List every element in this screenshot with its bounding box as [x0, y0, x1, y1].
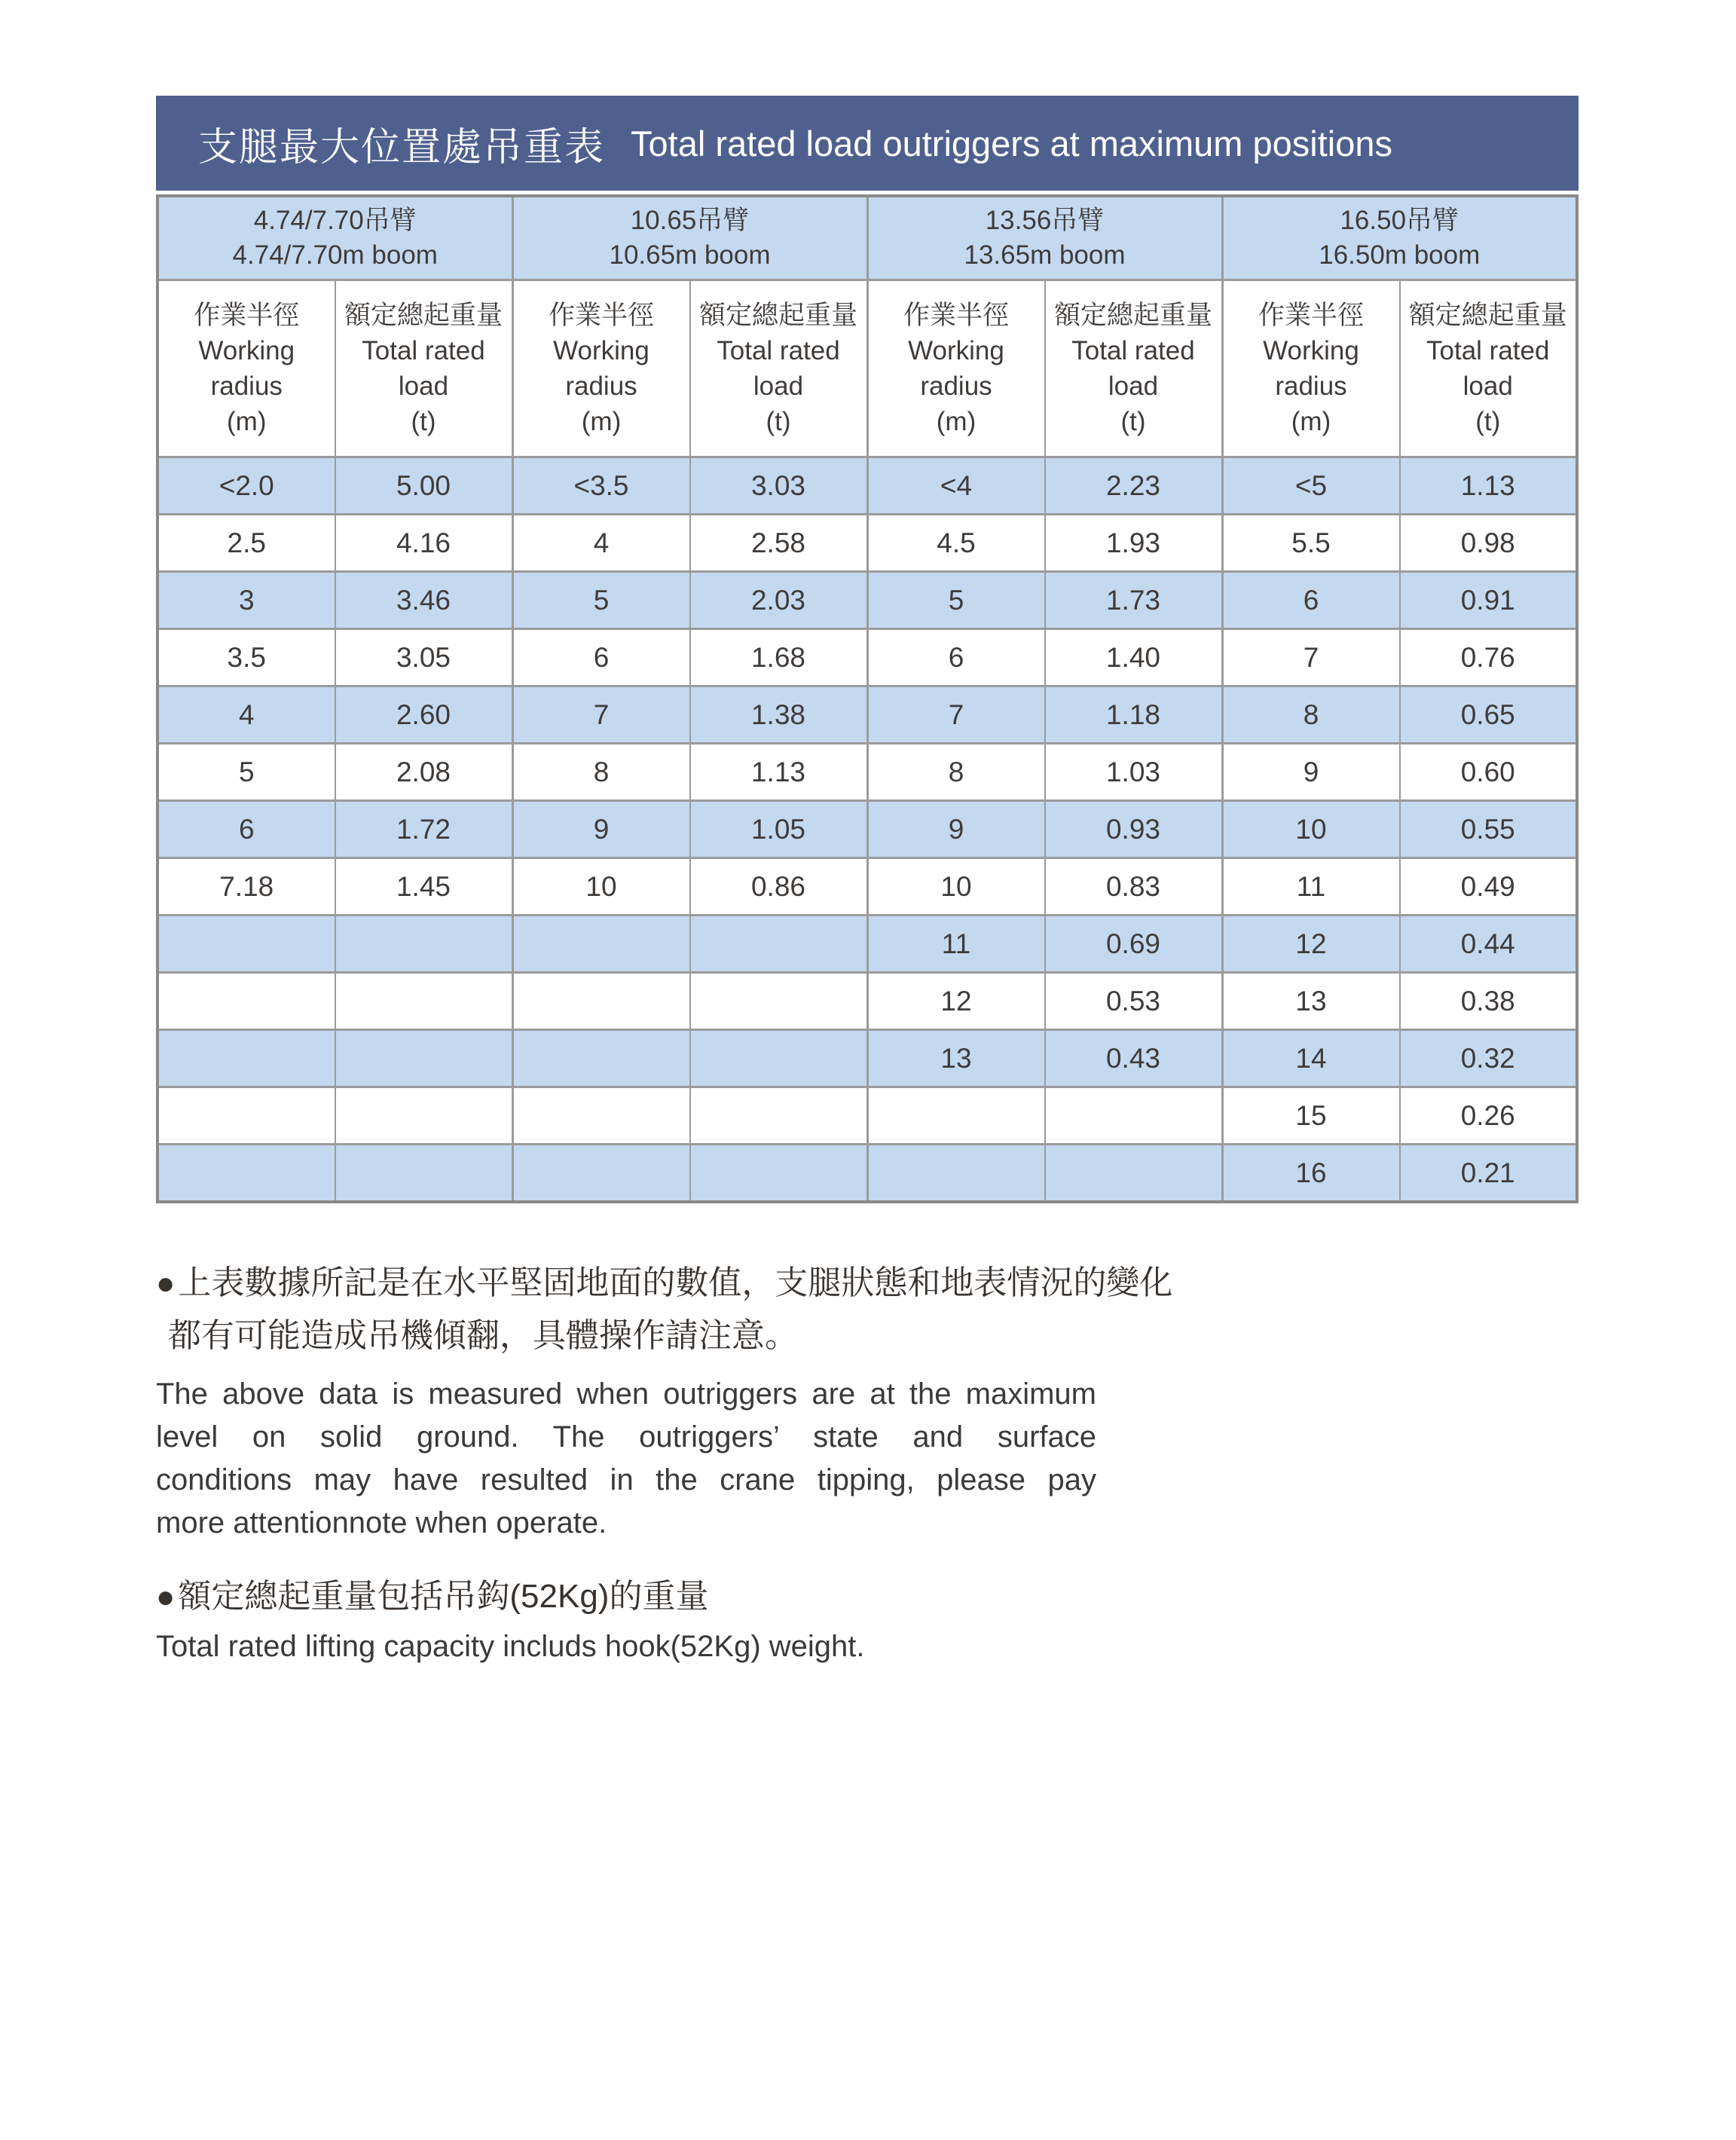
cell-working-radius: 9 — [512, 801, 690, 858]
cell-working-radius — [512, 1030, 690, 1087]
rated-load-table — [156, 194, 1579, 1203]
table-head — [157, 196, 1577, 457]
column-header-line: (m) — [936, 407, 976, 436]
cell-working-radius — [157, 1087, 335, 1145]
table-body — [157, 457, 1577, 1203]
note1-en-line: level on solid ground. The outriggers’ state and surface — [156, 1420, 1096, 1454]
column-header-line: (m) — [581, 407, 622, 436]
cell-rated-load: 0.83 — [1045, 858, 1223, 916]
cell-rated-load: 3.03 — [690, 457, 868, 515]
rated-load-table-block — [156, 96, 1579, 1203]
cell-working-radius: 6 — [512, 629, 690, 686]
bullet-icon: ● — [156, 1265, 176, 1301]
cell-working-radius: 8 — [1222, 686, 1400, 744]
column-header-line: 額定總起重量 — [698, 301, 857, 330]
column-header-rated-load — [1045, 280, 1223, 457]
cell-rated-load: 2.58 — [690, 515, 868, 572]
column-header-line: 額定總起重量 — [1408, 301, 1567, 330]
column-header-line: load — [1462, 371, 1513, 401]
cell-rated-load: 0.76 — [1400, 629, 1578, 686]
cell-working-radius: 5.5 — [1222, 515, 1400, 572]
column-header-line: (t) — [411, 407, 436, 436]
column-header-line: 作業半徑 — [903, 301, 1009, 330]
cell-rated-load: 2.03 — [690, 572, 868, 629]
column-header-line: radius — [920, 371, 992, 401]
cell-working-radius: 9 — [1222, 744, 1400, 801]
cell-working-radius: 7 — [512, 686, 690, 744]
cell-rated-load — [690, 973, 868, 1030]
column-header-line: radius — [210, 371, 283, 401]
cell-rated-load: 0.65 — [1400, 686, 1578, 744]
table-row — [157, 858, 1577, 916]
column-header-rated-load — [1400, 280, 1578, 457]
column-header-line: 額定總起重量 — [344, 301, 503, 330]
boom-group-label-en: 10.65m boom — [609, 240, 771, 270]
column-header-working-radius — [157, 280, 335, 457]
cell-working-radius: 10 — [1222, 801, 1400, 858]
cell-rated-load: 1.40 — [1045, 629, 1223, 686]
cell-working-radius: 10 — [867, 858, 1045, 916]
cell-rated-load: 5.00 — [335, 457, 513, 515]
table-row — [157, 457, 1577, 515]
cell-rated-load: 0.44 — [1400, 916, 1578, 973]
cell-rated-load: 1.68 — [690, 629, 868, 686]
cell-working-radius: 5 — [867, 572, 1045, 629]
column-header-line: 作業半徑 — [1258, 301, 1364, 330]
cell-working-radius: 14 — [1222, 1030, 1400, 1087]
cell-working-radius: 4.5 — [867, 515, 1045, 572]
cell-working-radius: <2.0 — [157, 457, 335, 515]
boom-group-label-zh: 16.50吊臂 — [1340, 206, 1459, 235]
cell-rated-load: 0.55 — [1400, 801, 1578, 858]
note1-en-paragraph — [156, 1373, 1096, 1545]
table-row — [157, 1087, 1577, 1145]
cell-rated-load — [335, 1087, 513, 1145]
boom-group-label-zh: 4.74/7.70吊臂 — [253, 206, 417, 235]
cell-working-radius — [512, 1087, 690, 1145]
column-header-line: Total rated — [1071, 336, 1195, 365]
cell-rated-load: 0.32 — [1400, 1030, 1578, 1087]
cell-working-radius: 15 — [1222, 1087, 1400, 1145]
cell-rated-load — [690, 1145, 868, 1203]
note1-en-line: conditions may have resulted in the crane tipping, please pay — [156, 1463, 1096, 1496]
note2-zh — [156, 1570, 1096, 1623]
column-header-line: radius — [1275, 371, 1347, 401]
cell-working-radius — [512, 973, 690, 1030]
column-header-line: (t) — [766, 407, 791, 436]
cell-working-radius: <5 — [1222, 457, 1400, 515]
boom-group-label-en: 4.74/7.70m boom — [232, 240, 438, 270]
cell-working-radius: 7 — [1222, 629, 1400, 686]
table-row — [157, 744, 1577, 801]
cell-working-radius: 7.18 — [157, 858, 335, 916]
cell-rated-load: 1.18 — [1045, 686, 1223, 744]
table-row — [157, 1030, 1577, 1087]
cell-rated-load: 0.69 — [1045, 916, 1223, 973]
column-header-line: 作業半徑 — [548, 301, 654, 330]
column-header-line: Total rated — [717, 336, 840, 365]
cell-rated-load: 1.13 — [690, 744, 868, 801]
cell-working-radius: 6 — [1222, 572, 1400, 629]
note2-en: Total rated lifting capacity includs hook(52Kg) weight. — [156, 1630, 865, 1663]
cell-working-radius: 8 — [512, 744, 690, 801]
column-header-line: load — [398, 371, 449, 401]
cell-rated-load — [690, 1030, 868, 1087]
cell-working-radius: <3.5 — [512, 457, 690, 515]
boom-group-label-en: 16.50m boom — [1319, 240, 1481, 270]
cell-working-radius: 13 — [1222, 973, 1400, 1030]
cell-working-radius — [157, 973, 335, 1030]
note2-zh-text: 額定總起重量包括吊鈎(52Kg)的重量 — [178, 1578, 709, 1615]
column-header-line: load — [1108, 371, 1159, 401]
cell-working-radius — [867, 1145, 1045, 1203]
bullet-icon: ● — [156, 1579, 176, 1614]
cell-working-radius: 13 — [867, 1030, 1045, 1087]
column-header-line: (m) — [1291, 407, 1331, 436]
boom-group-label-zh: 13.56吊臂 — [985, 206, 1105, 235]
cell-working-radius: 6 — [157, 801, 335, 858]
column-header-working-radius — [512, 280, 690, 457]
column-header-line: radius — [565, 371, 637, 401]
cell-working-radius: 4 — [512, 515, 690, 572]
table-row — [157, 686, 1577, 744]
column-header-rated-load — [690, 280, 868, 457]
table-row — [157, 515, 1577, 572]
cell-rated-load: 1.38 — [690, 686, 868, 744]
boom-group-header — [512, 196, 867, 280]
cell-rated-load: 1.13 — [1400, 457, 1578, 515]
cell-working-radius: 5 — [157, 744, 335, 801]
cell-rated-load: 3.05 — [335, 629, 513, 686]
boom-group-label-en: 13.65m boom — [964, 240, 1126, 270]
cell-working-radius — [512, 916, 690, 973]
column-header-line: Working — [1263, 336, 1359, 365]
cell-working-radius: 11 — [1222, 858, 1400, 916]
column-header-line: Working — [908, 336, 1004, 365]
column-header-line: Total rated — [1426, 336, 1550, 365]
cell-rated-load: 0.38 — [1400, 973, 1578, 1030]
column-header-rated-load — [335, 280, 513, 457]
page-title-en: Total rated load outriggers at maximum positions — [631, 123, 1392, 164]
cell-rated-load — [1045, 1087, 1223, 1145]
cell-working-radius — [157, 1145, 335, 1203]
cell-working-radius: 12 — [867, 973, 1045, 1030]
cell-working-radius — [157, 1030, 335, 1087]
cell-working-radius: 3 — [157, 572, 335, 629]
cell-rated-load: 0.86 — [690, 858, 868, 916]
column-header-line: (m) — [227, 407, 267, 436]
cell-working-radius: 8 — [867, 744, 1045, 801]
cell-rated-load: 2.60 — [335, 686, 513, 744]
cell-working-radius: 11 — [867, 916, 1045, 973]
cell-working-radius — [867, 1087, 1045, 1145]
table-title-bar — [156, 96, 1579, 191]
column-header-row — [157, 280, 1577, 457]
note1-en-line: more attentionnote when operate. — [156, 1506, 607, 1539]
table-row — [157, 1145, 1577, 1203]
cell-rated-load: 1.03 — [1045, 744, 1223, 801]
column-header-line: Working — [553, 336, 649, 365]
column-header-line: (t) — [1120, 407, 1146, 436]
note1-zh-line2: 都有可能造成吊機傾翻，具體操作請注意。 — [168, 1317, 798, 1354]
boom-group-row — [157, 196, 1577, 280]
cell-rated-load: 2.08 — [335, 744, 513, 801]
boom-group-label-zh: 10.65吊臂 — [630, 206, 750, 235]
cell-working-radius: 2.5 — [157, 515, 335, 572]
cell-rated-load: 0.60 — [1400, 744, 1578, 801]
cell-rated-load: 0.53 — [1045, 973, 1223, 1030]
cell-rated-load: 0.93 — [1045, 801, 1223, 858]
boom-group-header — [1222, 196, 1577, 280]
table-row — [157, 572, 1577, 629]
column-header-line: 額定總起重量 — [1053, 301, 1212, 330]
cell-rated-load: 0.91 — [1400, 572, 1578, 629]
notes-section — [156, 1257, 1173, 1670]
cell-rated-load: 0.49 — [1400, 858, 1578, 916]
table-row — [157, 629, 1577, 686]
column-header-line: load — [753, 371, 804, 401]
cell-working-radius: 4 — [157, 686, 335, 744]
cell-rated-load — [1045, 1145, 1223, 1203]
cell-rated-load: 1.45 — [335, 858, 513, 916]
cell-rated-load: 0.26 — [1400, 1087, 1578, 1145]
cell-rated-load: 0.21 — [1400, 1145, 1578, 1203]
cell-rated-load — [335, 1145, 513, 1203]
cell-working-radius: 9 — [867, 801, 1045, 858]
cell-rated-load: 4.16 — [335, 515, 513, 572]
cell-working-radius: 6 — [867, 629, 1045, 686]
note1-en-line: The above data is measured when outriggers are at the maximum — [156, 1377, 1096, 1411]
cell-working-radius: <4 — [867, 457, 1045, 515]
table-row — [157, 973, 1577, 1030]
cell-working-radius: 16 — [1222, 1145, 1400, 1203]
cell-working-radius: 3.5 — [157, 629, 335, 686]
cell-working-radius — [157, 916, 335, 973]
cell-working-radius: 12 — [1222, 916, 1400, 973]
table-row — [157, 801, 1577, 858]
cell-working-radius: 7 — [867, 686, 1045, 744]
column-header-line: Total rated — [362, 336, 485, 365]
table-row — [157, 916, 1577, 973]
column-header-working-radius — [1222, 280, 1400, 457]
page-title-zh: 支腿最大位置處吊重表 — [198, 125, 606, 170]
cell-rated-load: 1.93 — [1045, 515, 1223, 572]
cell-rated-load — [335, 916, 513, 973]
boom-group-header — [157, 196, 512, 280]
cell-rated-load — [690, 1087, 868, 1145]
cell-rated-load: 3.46 — [335, 572, 513, 629]
column-header-line: Working — [198, 336, 295, 365]
boom-group-header — [867, 196, 1222, 280]
cell-rated-load: 0.43 — [1045, 1030, 1223, 1087]
note1-zh-line1 — [156, 1257, 1173, 1310]
cell-working-radius — [512, 1145, 690, 1203]
column-header-line: (t) — [1475, 407, 1501, 436]
cell-rated-load: 1.73 — [1045, 572, 1223, 629]
cell-rated-load: 0.98 — [1400, 515, 1578, 572]
cell-rated-load: 1.72 — [335, 801, 513, 858]
cell-rated-load — [690, 916, 868, 973]
cell-rated-load — [335, 1030, 513, 1087]
cell-rated-load: 2.23 — [1045, 457, 1223, 515]
column-header-line: 作業半徑 — [194, 301, 300, 330]
cell-working-radius: 10 — [512, 858, 690, 916]
cell-working-radius: 5 — [512, 572, 690, 629]
cell-rated-load — [335, 973, 513, 1030]
note1-zh-line1-text: 上表數據所記是在水平堅固地面的數值，支腿狀態和地表情況的變化 — [178, 1264, 1173, 1301]
cell-rated-load: 1.05 — [690, 801, 868, 858]
column-header-working-radius — [867, 280, 1045, 457]
